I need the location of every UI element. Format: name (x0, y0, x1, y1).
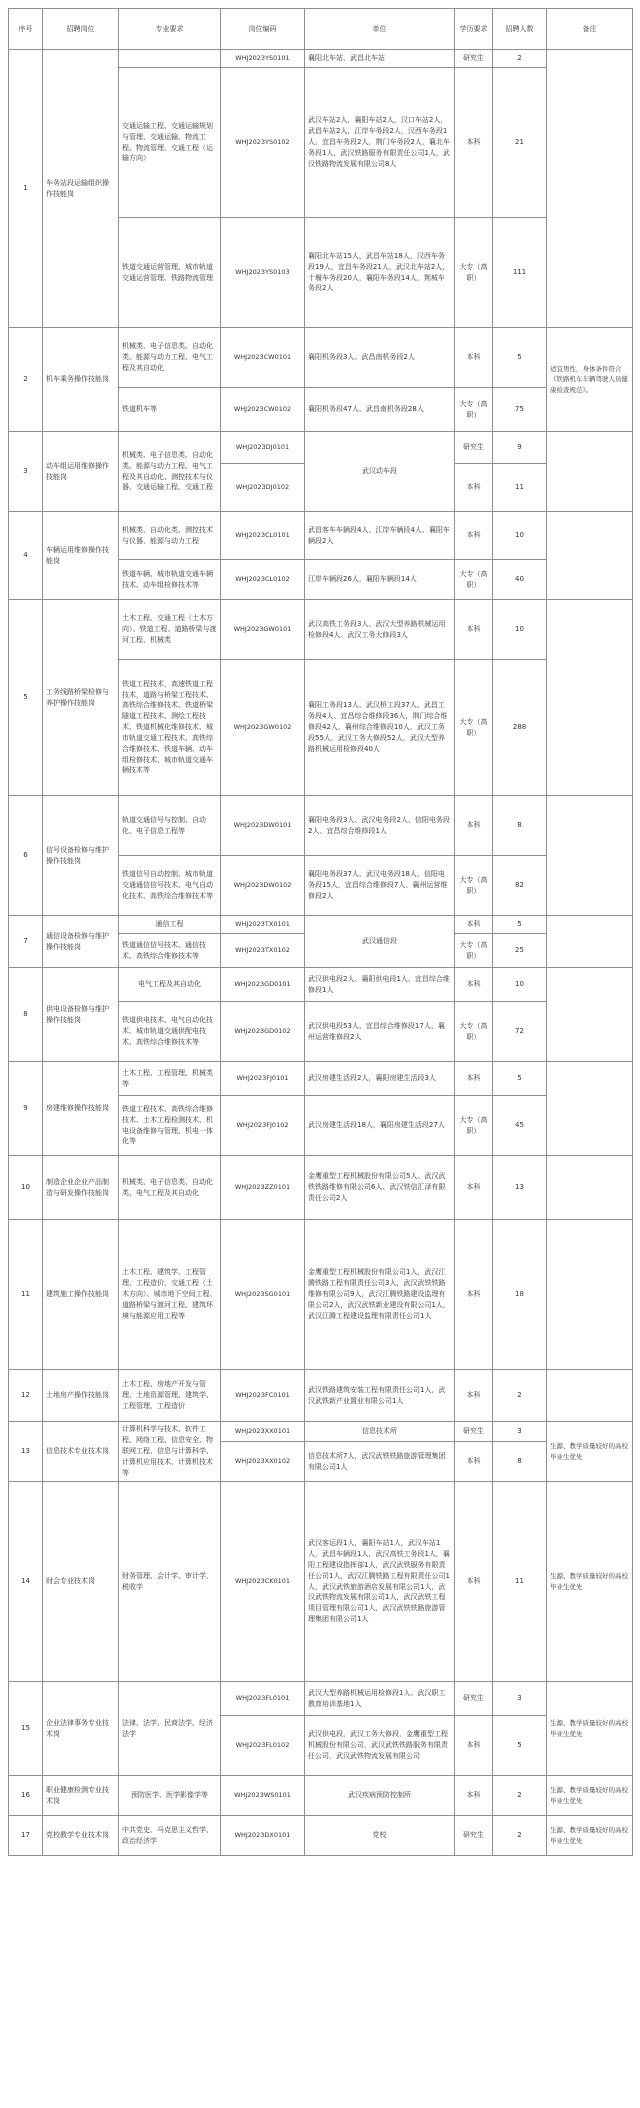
cell-unit: 武汉大型养路机械运用检修段1人、武汉职工教育培训基地1人 (305, 1682, 455, 1716)
cell-major: 中共党史、马克思主义哲学、政治经济学 (119, 1816, 221, 1856)
cell-major: 法律、法学、民商法学、经济法学 (119, 1682, 221, 1776)
table-row (9, 600, 633, 660)
cell-unit: 襄阳电务段3人、武汉电务段2人、信阳电务段2人、宜昌综合维修段1人 (305, 796, 455, 856)
cell-education: 研究生 (455, 432, 493, 464)
cell-education: 大专（高职） (455, 218, 493, 328)
cell-code: WHJ2023FJ0102 (221, 1096, 305, 1156)
table-row (9, 1682, 633, 1716)
cell-unit: 武汉铁路建筑安装工程有限责任公司1人，武汉武铁新产业置业有限公司1人 (305, 1370, 455, 1422)
header-major: 专业要求 (119, 9, 221, 50)
cell-unit: 武汉通信段 (305, 916, 455, 968)
cell-major: 轨道交通信号与控制、自动化、电子信息工程等 (119, 796, 221, 856)
cell-count: 45 (493, 1096, 547, 1156)
cell-education: 本科 (455, 1716, 493, 1776)
cell-education: 本科 (455, 512, 493, 560)
cell-count: 11 (493, 1482, 547, 1682)
cell-code: WHJ2023DJ0101 (221, 432, 305, 464)
cell-count: 2 (493, 1816, 547, 1856)
cell-code: WHJ2023FL0102 (221, 1716, 305, 1776)
cell-unit: 武汉房建生活段18人，襄阳房建生活段27人 (305, 1096, 455, 1156)
cell-unit: 襄阳工务段13人、武汉桥工段37人、武昌工务段4人、宜昌综合维修段36人，荆门综合维修段42人，襄州综合维修段10人，武汉工务段55人，武汉工务大修段52人，武汉大型养路机械运用检修段40人 (305, 660, 455, 796)
cell-note (547, 796, 633, 916)
cell-position: 土地房产操作技能岗 (43, 1370, 119, 1422)
cell-note: 适宜男性，身体条件符合《铁路机车车辆驾驶人员健康检查规范》。 (547, 328, 633, 432)
cell-count: 21 (493, 68, 547, 218)
cell-seq: 2 (9, 328, 43, 432)
cell-note: 生源、教学质量较好的高校毕业生优先 (547, 1422, 633, 1482)
cell-position: 通信设备检修与维护操作技能岗 (43, 916, 119, 968)
cell-seq: 9 (9, 1062, 43, 1156)
cell-count: 2 (493, 1776, 547, 1816)
cell-major: 铁道交通运营管理、城市轨道交通运营管理、铁路物流管理 (119, 218, 221, 328)
cell-count: 11 (493, 464, 547, 512)
header-note: 备注 (547, 9, 633, 50)
cell-unit: 武汉供电段，武汉工务大修段，金鹰重型工程机械股份有限公司，武汉武铁铁路服务有限责任公司，武汉武铁物流发展有限公司 (305, 1716, 455, 1776)
cell-seq: 12 (9, 1370, 43, 1422)
cell-education: 本科 (455, 1156, 493, 1220)
cell-count: 3 (493, 1682, 547, 1716)
cell-count: 82 (493, 856, 547, 916)
cell-code: WHJ2023GD0101 (221, 968, 305, 1002)
cell-position: 机车乘务操作技能岗 (43, 328, 119, 432)
cell-unit: 襄阳电务段37人、武汉电务段18人，信阳电务段15人，宜昌综合维修段7人、襄州运营维修段2人 (305, 856, 455, 916)
cell-seq: 4 (9, 512, 43, 600)
cell-code: WHJ2023GW0101 (221, 600, 305, 660)
cell-education: 研究生 (455, 1816, 493, 1856)
cell-unit: 武汉车站2人，襄阳车站2人，汉口车站2人，武昌车站2人，江岸车务段2人，汉西车务段1人，宜昌车务段2人，荆门车务段2人，襄北车务段1人，武汉铁路服务有限责任公司1人，武汉铁路物流发展有限公司8人 (305, 68, 455, 218)
cell-count: 10 (493, 968, 547, 1002)
cell-education: 本科 (455, 1482, 493, 1682)
cell-code: WHJ2023DX0101 (221, 1816, 305, 1856)
cell-unit: 金鹰重型工程机械股份有限公司1人，武汉江腾铁路工程有限责任公司3人，武汉武铁铁路维修有限公司9人，武汉江腾铁路建设监理有限公司2人，武汉武铁新业建设有限公司1人，武汉江腾工程建设监理有限责任公司1人 (305, 1220, 455, 1370)
cell-major: 电气工程及其自动化 (119, 968, 221, 1002)
cell-major: 机械类、电子信息类、自动化类、电气工程及其自动化 (119, 1156, 221, 1220)
recruitment-table (8, 8, 633, 1856)
table-row (9, 1156, 633, 1220)
cell-position: 企业法律事务专业技术岗 (43, 1682, 119, 1776)
cell-code: WHJ2023DW0102 (221, 856, 305, 916)
cell-seq: 1 (9, 50, 43, 328)
cell-education: 大专（高职） (455, 660, 493, 796)
cell-note (547, 1062, 633, 1156)
cell-education: 本科 (455, 68, 493, 218)
cell-count: 10 (493, 600, 547, 660)
cell-code: WHJ2023YS0103 (221, 218, 305, 328)
cell-count: 18 (493, 1220, 547, 1370)
cell-code: WHJ2023FC0101 (221, 1370, 305, 1422)
cell-note (547, 1370, 633, 1422)
table-row (9, 1422, 633, 1442)
cell-seq: 15 (9, 1682, 43, 1776)
header-unit: 单位 (305, 9, 455, 50)
cell-count: 5 (493, 328, 547, 388)
cell-count: 8 (493, 796, 547, 856)
table-row (9, 1816, 633, 1856)
cell-education: 本科 (455, 328, 493, 388)
cell-unit: 武汉供电段53人、宜昌综合维修段17人、襄州运营维修段2人 (305, 1002, 455, 1062)
cell-unit: 武汉动车段 (305, 432, 455, 512)
cell-code: WHJ2023GD0102 (221, 1002, 305, 1062)
table-row (9, 1482, 633, 1682)
cell-count: 72 (493, 1002, 547, 1062)
table-row (9, 1370, 633, 1422)
cell-position: 党校教学专业技术岗 (43, 1816, 119, 1856)
cell-position: 建筑施工操作技能岗 (43, 1220, 119, 1370)
cell-seq: 14 (9, 1482, 43, 1682)
cell-count: 13 (493, 1156, 547, 1220)
cell-code: WHJ2023CW0101 (221, 328, 305, 388)
header-code: 岗位编码 (221, 9, 305, 50)
cell-code: WHJ2023CL0102 (221, 560, 305, 600)
cell-position: 财会专业技术岗 (43, 1482, 119, 1682)
cell-major: 铁道通信信号技术、通信技术、高铁综合维修技术等 (119, 934, 221, 968)
table-row (9, 1062, 633, 1096)
cell-count: 40 (493, 560, 547, 600)
cell-count: 111 (493, 218, 547, 328)
cell-major: 财务管理、会计学、审计学、税收学 (119, 1482, 221, 1682)
cell-major: 预防医学、医学影像学等 (119, 1776, 221, 1816)
cell-position: 房建维修操作技能岗 (43, 1062, 119, 1156)
cell-unit: 党校 (305, 1816, 455, 1856)
cell-education: 本科 (455, 600, 493, 660)
cell-position: 车务站段运输组织操作技能岗 (43, 50, 119, 328)
cell-major: 土木工程、工程管理、机械类等 (119, 1062, 221, 1096)
cell-unit: 武汉高铁工务段3人、武汉大型养路机械运用检修段4人、武汉工务大修段3人 (305, 600, 455, 660)
cell-code: WHJ2023SG0101 (221, 1220, 305, 1370)
cell-seq: 6 (9, 796, 43, 916)
table-row (9, 916, 633, 934)
cell-unit: 信息技术所 (305, 1422, 455, 1442)
cell-code: WHJ2023CL0101 (221, 512, 305, 560)
cell-unit: 襄阳北车站15人，武昌车站18人，汉西车务段19人，宜昌车务段21人，武汉北车站2人，十堰车务段20人，襄阳车务段14人，荆城车务段2人 (305, 218, 455, 328)
cell-code: WHJ2023XX0102 (221, 1442, 305, 1482)
cell-code: WHJ2023DJ0102 (221, 464, 305, 512)
table-row (9, 1776, 633, 1816)
cell-education: 大专（高职） (455, 934, 493, 968)
cell-education: 本科 (455, 1370, 493, 1422)
cell-education: 研究生 (455, 50, 493, 68)
cell-code: WHJ2023DW0101 (221, 796, 305, 856)
cell-education: 本科 (455, 796, 493, 856)
cell-code: WHJ2023ZZ0101 (221, 1156, 305, 1220)
cell-major: 机械类、自动化类、测控技术与仪器、能源与动力工程 (119, 512, 221, 560)
cell-education: 研究生 (455, 1682, 493, 1716)
cell-unit: 江岸车辆段26人，襄阳车辆段14人 (305, 560, 455, 600)
cell-note: 生源、教学质量较好的高校毕业生优先 (547, 1816, 633, 1856)
cell-education: 大专（高职） (455, 560, 493, 600)
cell-unit: 武昌客车车辆段4人、江岸车辆段4人、襄阳车辆段2人 (305, 512, 455, 560)
cell-seq: 10 (9, 1156, 43, 1220)
cell-code: WHJ2023XX0101 (221, 1422, 305, 1442)
cell-education: 本科 (455, 1220, 493, 1370)
cell-code: WHJ2023CK0101 (221, 1482, 305, 1682)
cell-unit: 信息技术所7人，武汉武铁铁路旅游管理集团有限公司1人 (305, 1442, 455, 1482)
cell-education: 大专（高职） (455, 1096, 493, 1156)
cell-note (547, 432, 633, 512)
cell-seq: 7 (9, 916, 43, 968)
cell-education: 本科 (455, 1776, 493, 1816)
cell-note (547, 600, 633, 796)
cell-count: 9 (493, 432, 547, 464)
header-count: 招聘人数 (493, 9, 547, 50)
table-row (9, 1220, 633, 1370)
cell-major: 通信工程 (119, 916, 221, 934)
cell-position: 工务线路桥梁检修与养护操作技能岗 (43, 600, 119, 796)
cell-major: 铁道信号自动控制、城市轨道交通通信信号技术、电气自动化技术、高铁综合维修技术等 (119, 856, 221, 916)
cell-code: WHJ2023GW0102 (221, 660, 305, 796)
cell-code: WHJ2023WS0101 (221, 1776, 305, 1816)
cell-unit: 武汉客运段1人，襄阳车站1人，武汉车站1人，武昌车辆段1人，武汉高铁工务段1人，襄阳工程建设指挥部1人，武汉武铁服务有限责任公司1人，武汉江腾铁路工程有限责任公司1人，武汉武铁旅游酒店发展有限公司1人，武汉武铁物流发展有限公司1人，武汉武铁工程项目管理有限公司1人，武汉武铁铁路旅游管理集团有限公司1人 (305, 1482, 455, 1682)
cell-position: 信号设备检修与维护操作技能岗 (43, 796, 119, 916)
cell-count: 8 (493, 1442, 547, 1482)
cell-count: 25 (493, 934, 547, 968)
cell-major: 铁道供电技术、电气自动化技术、城市轨道交通供配电技术、高铁综合维修技术等 (119, 1002, 221, 1062)
cell-education: 本科 (455, 464, 493, 512)
cell-note (547, 968, 633, 1062)
cell-education: 大专（高职） (455, 388, 493, 432)
cell-major: 交通运输工程、交通运输规划与管理、交通运输、物流工程、物流管理、交通工程（运输方向） (119, 68, 221, 218)
cell-seq: 8 (9, 968, 43, 1062)
cell-count: 3 (493, 1422, 547, 1442)
cell-education: 本科 (455, 1062, 493, 1096)
cell-seq: 17 (9, 1816, 43, 1856)
cell-education: 大专（高职） (455, 856, 493, 916)
cell-position: 供电设备检修与维护操作技能岗 (43, 968, 119, 1062)
cell-note (547, 916, 633, 968)
cell-code: WHJ2023YS0101 (221, 50, 305, 68)
cell-seq: 16 (9, 1776, 43, 1816)
cell-unit: 襄阳机务段47人、武昌南机务段28人 (305, 388, 455, 432)
cell-major: 铁道机车等 (119, 388, 221, 432)
cell-unit: 武汉房建生活段2人，襄阳房建生活段3人 (305, 1062, 455, 1096)
cell-major: 铁道车辆、城市轨道交通车辆技术、动车组检修技术等 (119, 560, 221, 600)
cell-note: 生源、教学质量较好的高校毕业生优先 (547, 1482, 633, 1682)
cell-position: 职业健康检测专业技术岗 (43, 1776, 119, 1816)
table-row (9, 50, 633, 68)
cell-position: 信息技术专业技术岗 (43, 1422, 119, 1482)
cell-count: 5 (493, 1716, 547, 1776)
table-row (9, 796, 633, 856)
cell-major: 机械类、电子信息类、自动化类、能源与动力工程、电气工程及其自动化 (119, 328, 221, 388)
cell-seq: 13 (9, 1422, 43, 1482)
cell-seq: 11 (9, 1220, 43, 1370)
table-row (9, 512, 633, 560)
cell-major: 铁道工程技术，高速铁道工程技术，道路与桥梁工程技术、高铁综合维修技术、铁道桥梁隧道工程技术、测绘工程技术、铁道机械化维修技术、城市轨道交通工程技术、高铁综合维修技术、铁道车辆、动车组检修技术、城市轨道交通车辆技术等 (119, 660, 221, 796)
cell-major: 土木工程、交通工程（土木方向）、铁道工程、道路桥梁与渡河工程、机械类 (119, 600, 221, 660)
cell-count: 10 (493, 512, 547, 560)
cell-note (547, 512, 633, 600)
cell-note (547, 1220, 633, 1370)
header-education: 学历要求 (455, 9, 493, 50)
cell-count: 75 (493, 388, 547, 432)
table-row (9, 328, 633, 388)
cell-count: 2 (493, 1370, 547, 1422)
cell-education: 研究生 (455, 1422, 493, 1442)
cell-code: WHJ2023YS0102 (221, 68, 305, 218)
cell-major: 铁道工程技术、高铁综合维修技术、土木工程检测技术、机电设备维修与管理、机电一体化等 (119, 1096, 221, 1156)
header-row (9, 9, 633, 50)
cell-education: 本科 (455, 1442, 493, 1482)
cell-unit: 金鹰重型工程机械股份有限公司5人、武汉武铁铁路维修有限公司6人、武汉铁信汇泽有限责任公司2人 (305, 1156, 455, 1220)
cell-code: WHJ2023TX0102 (221, 934, 305, 968)
cell-note (547, 50, 633, 328)
cell-seq: 5 (9, 600, 43, 796)
cell-education: 本科 (455, 916, 493, 934)
cell-code: WHJ2023TX0101 (221, 916, 305, 934)
cell-unit: 武汉供电段2人、襄阳供电段1人、宜昌综合维修段1人 (305, 968, 455, 1002)
cell-count: 5 (493, 916, 547, 934)
cell-code: WHJ2023FJ0101 (221, 1062, 305, 1096)
cell-position: 制造企业企业产品制造与研发操作技能岗 (43, 1156, 119, 1220)
header-position: 招聘岗位 (43, 9, 119, 50)
cell-note: 生源、教学质量较好的高校毕业生优先 (547, 1776, 633, 1816)
cell-unit: 襄阳机务段3人、武昌南机务段2人 (305, 328, 455, 388)
cell-unit: 襄阳北车站、武昌北车站 (305, 50, 455, 68)
cell-position: 动车组运用维修操作技能岗 (43, 432, 119, 512)
cell-major (119, 50, 221, 68)
cell-count: 2 (493, 50, 547, 68)
cell-unit: 武汉疾病预防控制所 (305, 1776, 455, 1816)
cell-education: 大专（高职） (455, 1002, 493, 1062)
cell-education: 本科 (455, 968, 493, 1002)
cell-count: 288 (493, 660, 547, 796)
table-row (9, 432, 633, 464)
cell-note (547, 1156, 633, 1220)
cell-code: WHJ2023FL0101 (221, 1682, 305, 1716)
cell-note: 生源、教学质量较好的高校毕业生优先 (547, 1682, 633, 1776)
cell-code: WHJ2023CW0102 (221, 388, 305, 432)
table-row (9, 968, 633, 1002)
header-seq: 序号 (9, 9, 43, 50)
cell-position: 车辆运用维修操作技能岗 (43, 512, 119, 600)
cell-major: 机械类、电子信息类、自动化类、能源与动力工程、电气工程及其自动化、测控技术与仪器、交通运输工程、交通工程 (119, 432, 221, 512)
cell-seq: 3 (9, 432, 43, 512)
cell-major: 土木工程、房地产开发与管理、土地资源管理、建筑学、工程管理、工程造价 (119, 1370, 221, 1422)
cell-major: 土木工程、建筑学、工程管理、工程造价、交通工程（土木方向）、城市地下空间工程、道路桥梁与渡河工程、建筑环境与能源应用工程等 (119, 1220, 221, 1370)
cell-count: 5 (493, 1062, 547, 1096)
cell-major: 计算机科学与技术、软件工程、网络工程、信息安全、物联网工程、信息与计算科学、计算机应用技术、计算机技术等 (119, 1422, 221, 1482)
